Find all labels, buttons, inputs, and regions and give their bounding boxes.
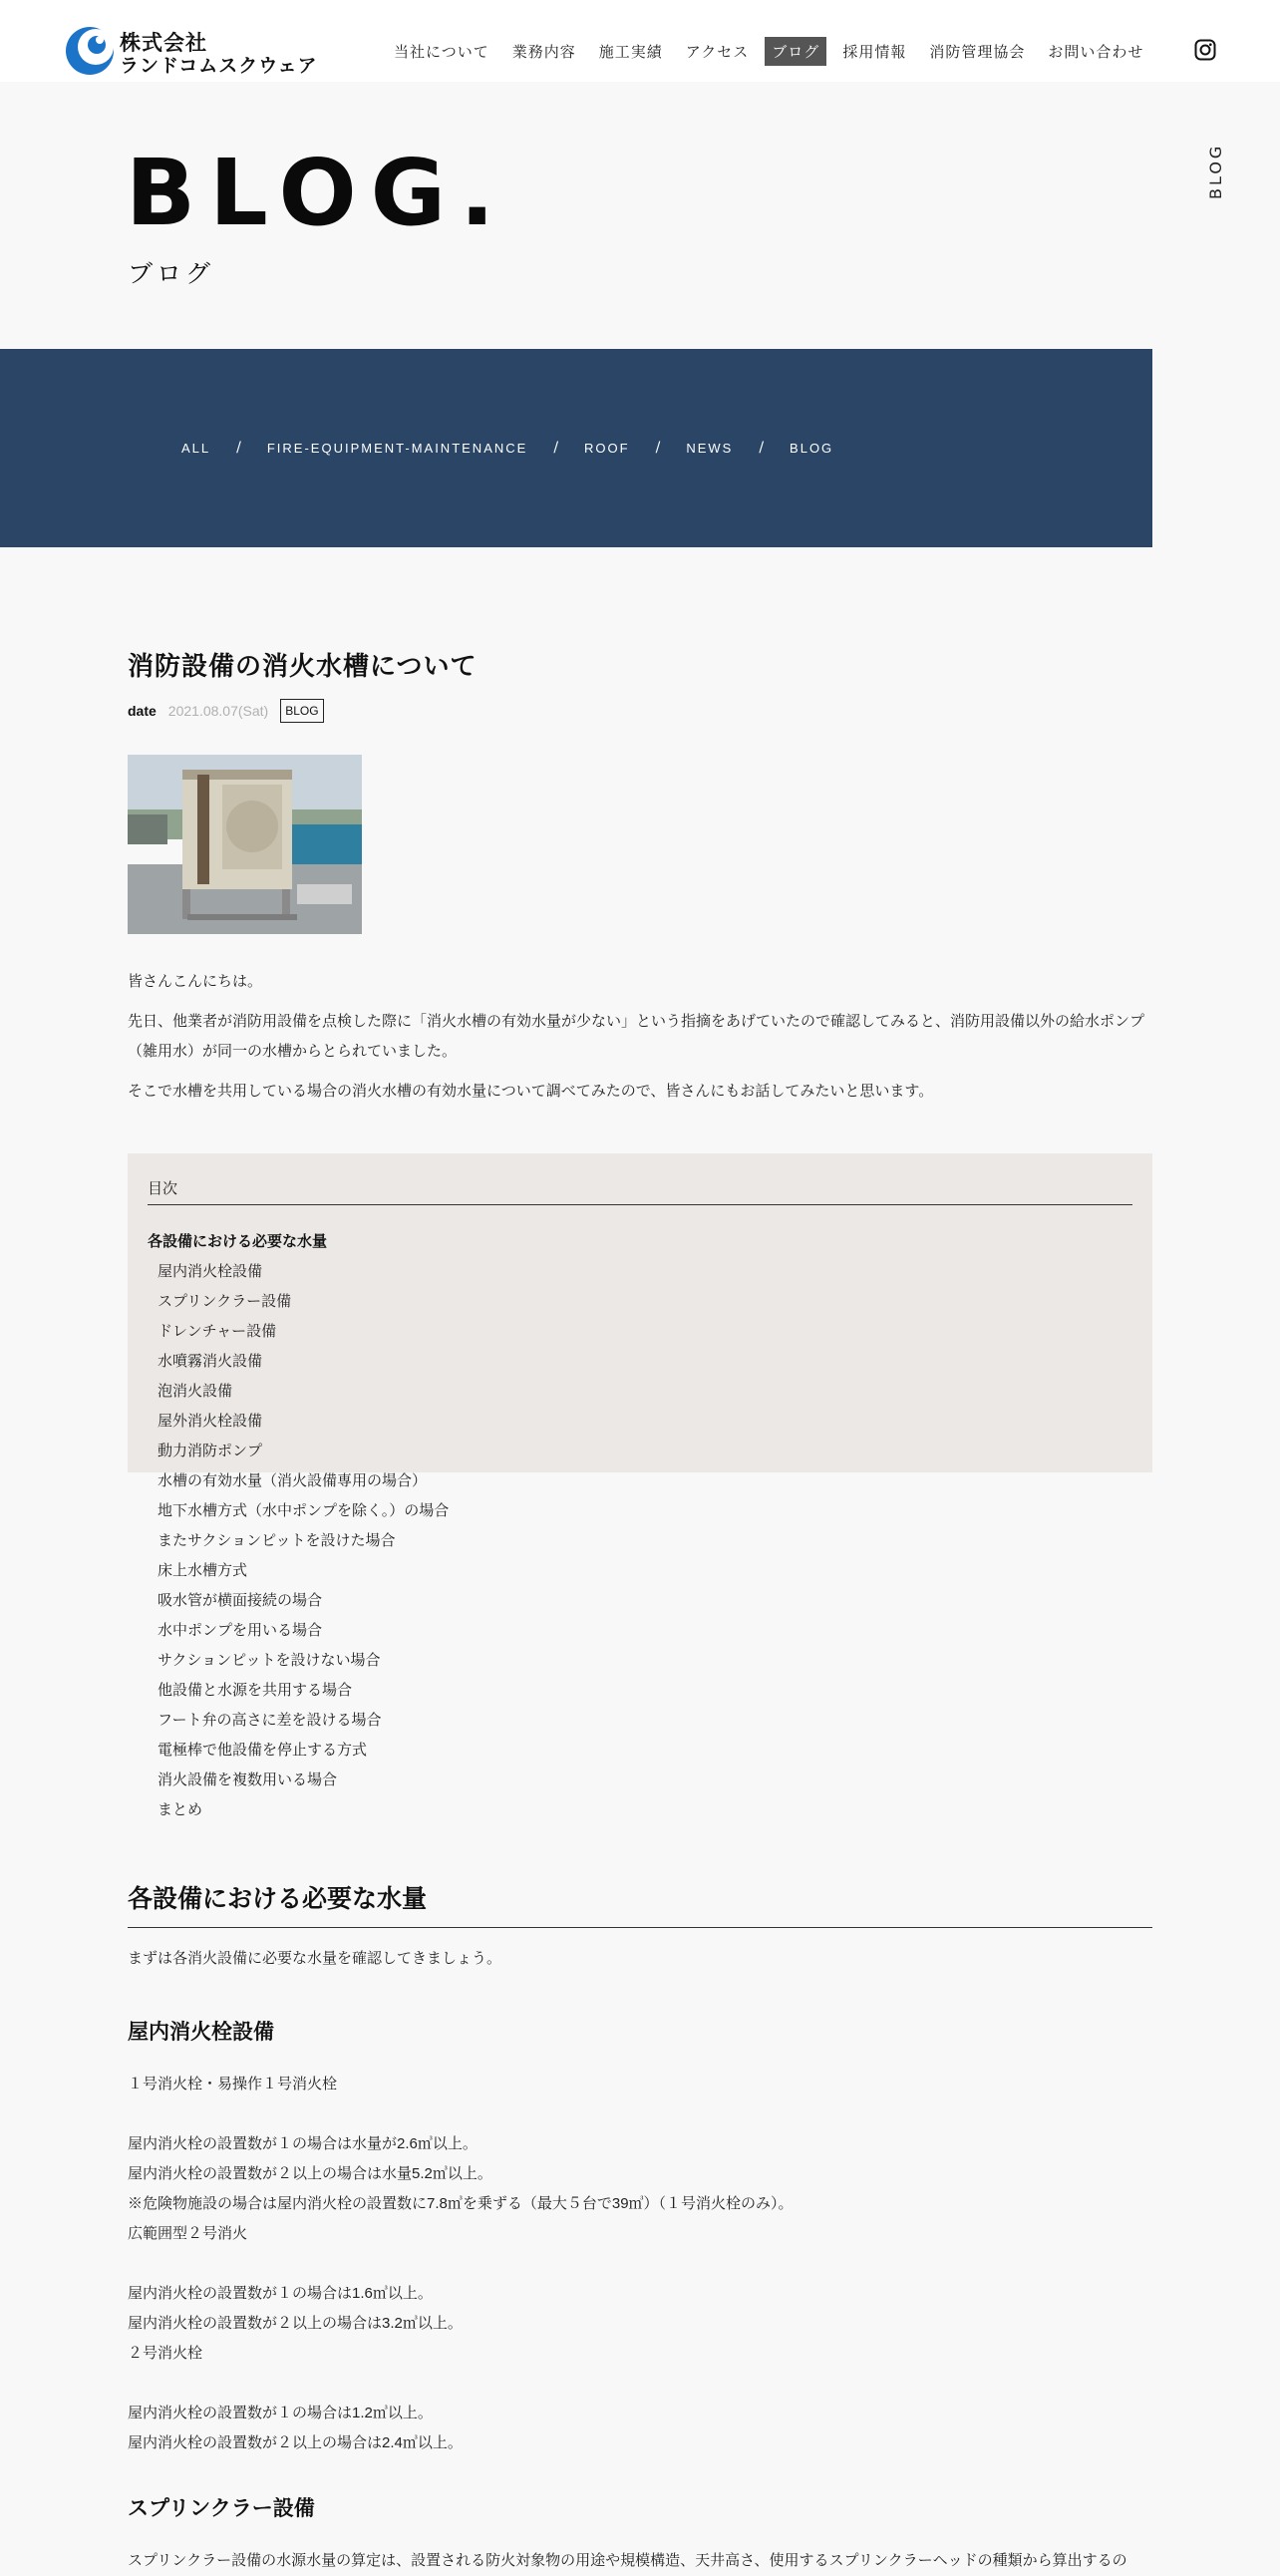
nav-association[interactable]: 消防管理協会 <box>929 43 1026 61</box>
body-line: ２号消火栓 <box>128 2345 203 2362</box>
nav-blog[interactable]: ブログ <box>765 37 826 66</box>
site-logo[interactable] <box>64 23 323 79</box>
category-fire-equipment[interactable]: FIRE-EQUIPMENT-MAINTENANCE <box>266 440 528 456</box>
body-line: ※危険物施設の場合は屋内消火栓の設置数に7.8㎥を乗ずる（最大５台で39㎥）（１号消火栓のみ）。 <box>128 2195 794 2212</box>
post-date: 2021.08.07(Sat) <box>167 703 269 719</box>
section-body: スプリンクラー設備の水源水量の算定は、設置される防火対象物の用途や規模構造、天井高さ、使用するスプリンクラーヘッドの種類から算出するの <box>128 2552 1127 2569</box>
toc-item[interactable]: 床上水槽方式 <box>158 1562 248 1579</box>
category-roof[interactable]: ROOF <box>584 440 630 456</box>
body-line: 屋内消火栓の設置数が１の場合は1.2㎥以上。 <box>128 2405 433 2421</box>
page-subtitle: ブログ <box>128 259 215 288</box>
site-header <box>0 0 1280 82</box>
category-separator: / <box>236 440 241 456</box>
toc-item[interactable]: 吸水管が横面接続の場合 <box>158 1592 323 1609</box>
category-separator: / <box>655 440 661 456</box>
toc-item[interactable]: フート弁の高さに差を設ける場合 <box>158 1712 382 1729</box>
section-body <box>128 2070 1152 2458</box>
main-nav <box>387 37 1159 66</box>
nav-access[interactable]: アクセス <box>685 43 750 61</box>
intro-paragraph: 先日、他業者が消防用設備を点検した際に「消火水槽の有効水量が少ない」という指摘をあげていたので確認してみると、消防用設備以外の給水ポンプ（雑用水）が同一の水槽からとられていました。 <box>128 1013 1145 1060</box>
table-of-contents <box>128 1153 1152 1818</box>
subsection-heading: スプリンクラー設備 <box>128 2496 315 2520</box>
page-title: BLOG. <box>126 140 509 246</box>
toc-item[interactable]: 消火設備を複数用いる場合 <box>158 1771 338 1788</box>
category-news[interactable]: NEWS <box>686 440 734 456</box>
toc-item[interactable]: 水槽の有効水量（消火設備専用の場合） <box>158 1472 428 1489</box>
instagram-icon[interactable] <box>1194 39 1216 61</box>
toc-item[interactable]: 屋外消火栓設備 <box>158 1413 263 1430</box>
nav-works[interactable]: 施工実績 <box>598 43 663 61</box>
article <box>128 628 1152 2569</box>
toc-item[interactable]: 屋内消火栓設備 <box>158 1263 263 1280</box>
body-line: 屋内消火栓の設置数が１の場合は1.6㎥以上。 <box>128 2285 433 2302</box>
date-label: date <box>128 703 157 719</box>
logo-mark-icon <box>64 23 118 77</box>
body-line: 屋内消火栓の設置数が１の場合は水量が2.6㎥以上。 <box>128 2135 478 2152</box>
post-title: 消防設備の消火水槽について <box>128 652 478 682</box>
toc-item[interactable]: またサクションピットを設けた場合 <box>158 1532 396 1549</box>
category-separator: / <box>759 440 765 456</box>
toc-list <box>148 1227 449 1825</box>
body-line: 屋内消火栓の設置数が２以上の場合は3.2㎥以上。 <box>128 2315 463 2332</box>
toc-item[interactable]: ドレンチャー設備 <box>158 1323 277 1340</box>
subsection-heading: 屋内消火栓設備 <box>128 2020 274 2044</box>
toc-item[interactable]: まとめ <box>158 1801 203 1818</box>
toc-item[interactable]: スプリンクラー設備 <box>158 1293 292 1310</box>
post-meta <box>128 699 324 723</box>
category-all[interactable]: ALL <box>181 440 211 456</box>
body-line: 広範囲型２号消火 <box>128 2225 248 2242</box>
logo-text-line1: 株式会社 <box>120 31 207 55</box>
toc-item[interactable]: 泡消火設備 <box>158 1383 233 1400</box>
section-heading: 各設備における必要な水量 <box>128 1879 1152 1928</box>
toc-item[interactable]: 水噴霧消火設備 <box>158 1353 263 1370</box>
toc-item-heading[interactable]: 各設備における必要な水量 <box>148 1233 328 1250</box>
category-list <box>181 440 833 456</box>
nav-services[interactable]: 業務内容 <box>511 43 576 61</box>
body-line: １号消火栓・易操作１号消火栓 <box>128 2076 338 2093</box>
toc-item[interactable]: 水中ポンプを用いる場合 <box>158 1622 323 1639</box>
nav-about[interactable]: 当社について <box>394 43 489 61</box>
nav-contact[interactable]: お問い合わせ <box>1048 43 1144 61</box>
body-line: 屋内消火栓の設置数が２以上の場合は水量5.2㎥以上。 <box>128 2165 492 2182</box>
toc-title: 目次 <box>148 1177 1132 1205</box>
logo-text-line2: ランドコムスクウェア <box>120 55 318 77</box>
post-intro <box>128 967 1152 1117</box>
toc-item[interactable]: サクションピットを設けない場合 <box>158 1652 381 1669</box>
intro-paragraph: そこで水槽を共用している場合の消火水槽の有効水量について調べてみたので、皆さんにもお話してみたいと思います。 <box>128 1083 934 1100</box>
toc-item[interactable]: 電極棒で他設備を停止する方式 <box>158 1742 368 1759</box>
section-lead: まずは各消火設備に必要な水量を確認してきましょう。 <box>128 1950 502 1967</box>
category-bar <box>0 349 1152 547</box>
toc-item[interactable]: 他設備と水源を共用する場合 <box>158 1682 353 1699</box>
nav-recruit[interactable]: 採用情報 <box>842 43 907 61</box>
toc-item[interactable]: 地下水槽方式（水中ポンプを除く。）の場合 <box>158 1502 450 1519</box>
category-separator: / <box>553 440 559 456</box>
category-blog[interactable]: BLOG <box>790 440 834 456</box>
side-vertical-label: BLOG <box>1206 143 1225 199</box>
body-line: 屋内消火栓の設置数が２以上の場合は2.4㎥以上。 <box>128 2434 463 2451</box>
post-tag[interactable]: BLOG <box>280 699 323 723</box>
intro-paragraph: 皆さんこんにちは。 <box>128 973 263 990</box>
toc-item[interactable]: 動力消防ポンプ <box>158 1443 263 1459</box>
post-photo <box>128 755 362 934</box>
